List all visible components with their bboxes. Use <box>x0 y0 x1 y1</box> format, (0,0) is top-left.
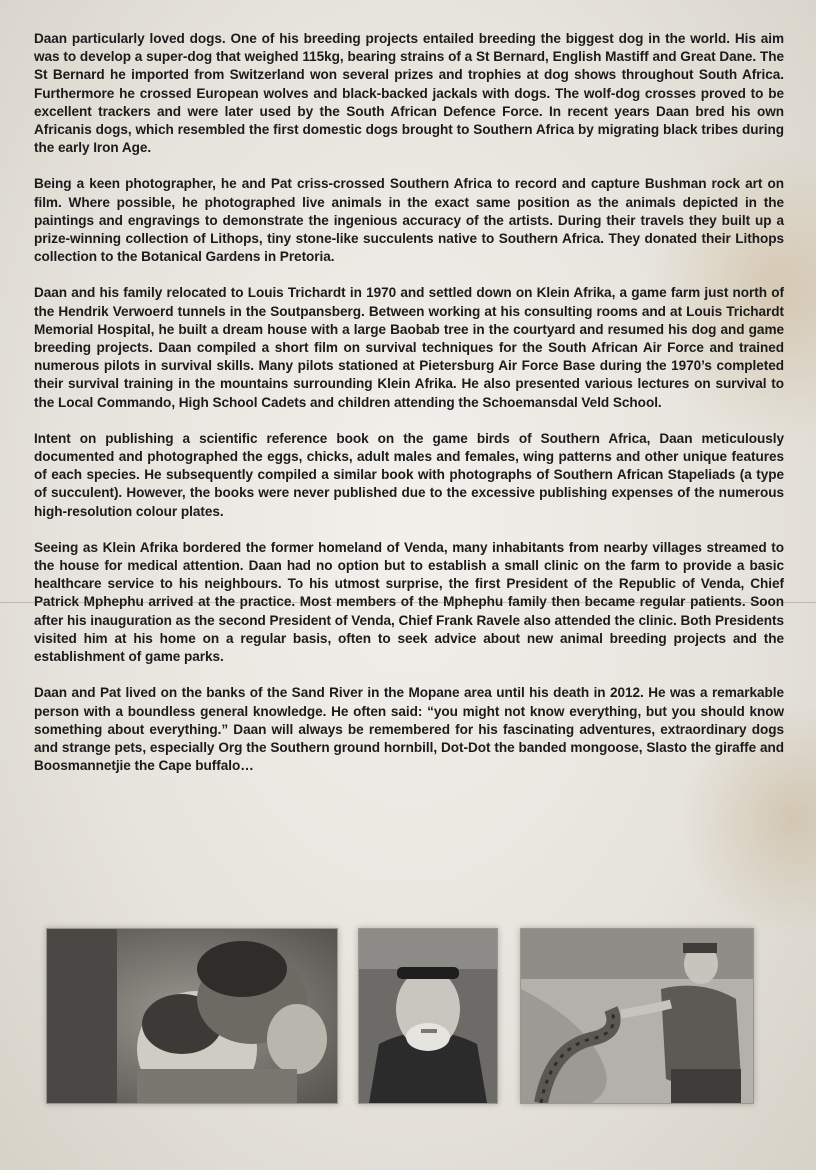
article-body <box>34 30 784 793</box>
paragraph-game-birds: Intent on publishing a scientific reference book on the game birds of Southern Africa, Daan meticulously documented and photographed the eggs, chicks, adult males and females, wing patterns and other unique features of each species. He subsequently compiled a similar book with photographs of Southern African Stapeliads (a type of succulent). However, the books were never published due to the excessive publishing expenses of the numerous high-resolution colour plates. <box>34 430 784 519</box>
paragraph-klein-afrika: Daan and his family relocated to Louis Trichardt in 1970 and settled down on Klein Afrika, a game farm just north of the Hendrik Verwoerd tunnels in the Soutpansberg. Between working at his consulting rooms and at Louis Trichardt Memorial Hospital, he built a dream house with a large Baobab tree in the courtyard and resumed his dog and game breeding projects. Daan compiled a short film on survival techniques for the South African Air Force and trained numerous pilots in survival skills. Many pilots stationed at Pietersburg Air Force Base during the 1970’s completed their survival training in the mountains surrounding Klein Afrika. He also presented various lectures on survival to the Local Commando, High School Cadets and children attending the Schoemansdal Veld School. <box>34 285 784 410</box>
photo-python <box>520 928 754 1104</box>
photo-embrace <box>46 928 338 1104</box>
paragraph-photography: Being a keen photographer, he and Pat criss-crossed Southern Africa to record and capture Bushman rock art on film. Where possible, he photographed live animals in the exact same position as the animals depicted in the paintings and engravings to demonstrate the ingenious accuracy of the artists. During their travels they built up a prize-winning collection of Lithops, tiny stone-like succulents native to Southern Africa. They donated their Lithops collection to the Botanical Gardens in Pretoria. <box>34 176 784 265</box>
paragraph-venda-clinic: Seeing as Klein Afrika bordered the former homeland of Venda, many inhabitants from nearby villages streamed to the house for medical attention. Daan had no option but to establish a small clinic on the farm to provide a basic healthcare service to his neighbours. To his utmost surprise, the first President of the Republic of Venda, Chief Patrick Mphephu arrived at the practice. Most members of the Mphephu family then became regular patients. Soon after his inauguration as the second President of Venda, Chief Frank Ravele also attended the clinic. Both Presidents visited him at his home on a regular basis, often to seek advice about new animal breeding projects and the establishment of game parks. <box>34 539 784 665</box>
photo-portrait <box>358 928 498 1104</box>
paragraph-dogs: Daan particularly loved dogs. One of his breeding projects entailed breeding the biggest dog in the world. His aim was to develop a super-dog that weighed 115kg, bearing strains of a St Bernard, English Mastiff and Great Dane. The St Bernard he imported from Switzerland won several prizes and trophies at dog shows throughout South Africa. Furthermore he crossed European wolves and black-backed jackals with dogs. The wolf-dog crosses proved to be excellent trackers and were later used by the South African Defence Force. In recent years Daan bred his own Africanis dogs, which resembled the first domestic dogs brought to Southern Africa by migrating black tribes during the early Iron Age. <box>34 31 784 156</box>
paragraph-legacy: Daan and Pat lived on the banks of the Sand River in the Mopane area until his death in 2012. He was a remarkable person with a boundless general knowledge. He often said: “you might not know everything, but you should know something about everything.” Daan will always be remembered for his fascinating adventures, extraordinary dogs and strange pets, especially Org the Southern ground hornbill, Dot-Dot the banded mongoose, Slasto the giraffe and Boosmannetjie the Cape buffalo… <box>34 685 784 774</box>
